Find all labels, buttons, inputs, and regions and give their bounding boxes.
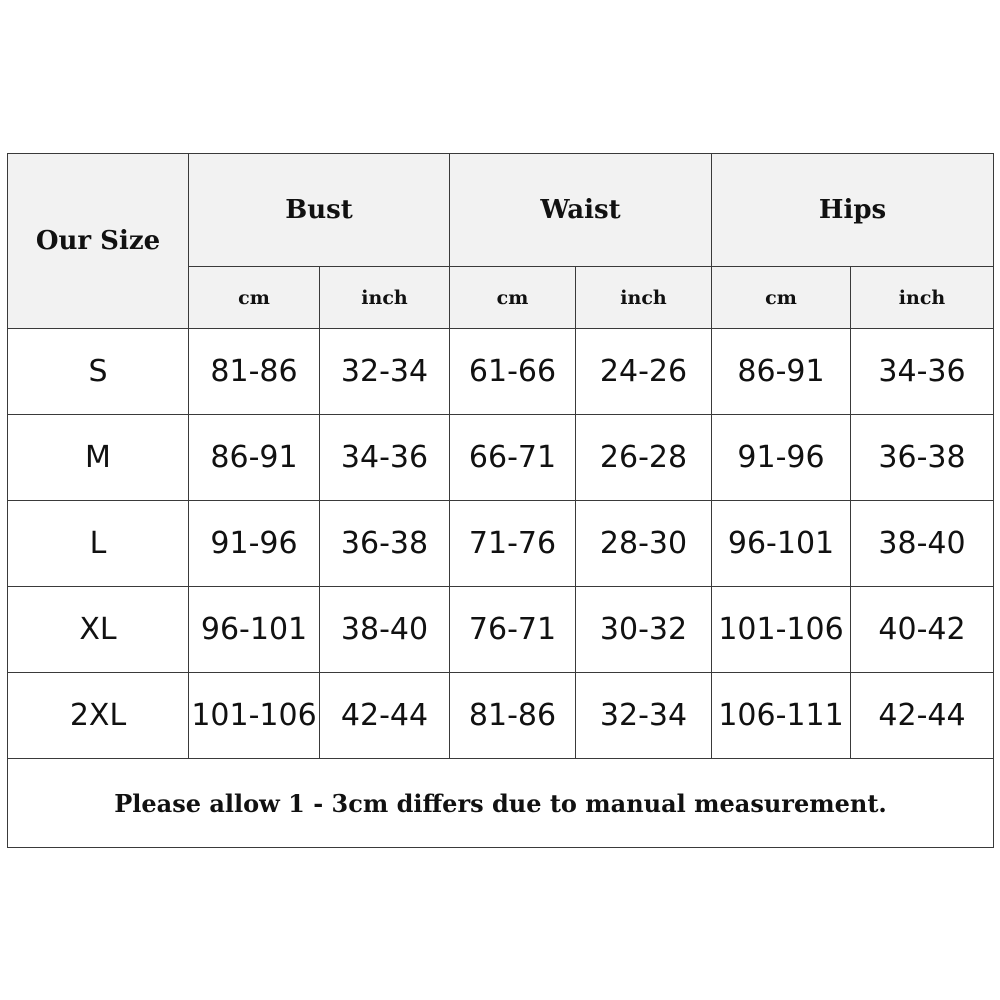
waist-cm-cell: 71-76: [450, 501, 576, 587]
waist-inch-cell: 30-32: [576, 587, 712, 673]
bust-cm-cell: 101-106: [189, 673, 320, 759]
header-waist-cm: cm: [450, 267, 576, 329]
waist-cm-cell: 81-86: [450, 673, 576, 759]
hips-inch-cell: 40-42: [851, 587, 994, 673]
waist-cm-cell: 66-71: [450, 415, 576, 501]
measurement-note: Please allow 1 - 3cm differs due to manual measurement.: [8, 759, 994, 848]
table-row: [8, 329, 994, 415]
size-cell: S: [8, 329, 189, 415]
hips-cm-cell: 96-101: [712, 501, 851, 587]
table-row: [8, 587, 994, 673]
table-row: [8, 673, 994, 759]
bust-inch-cell: 34-36: [320, 415, 450, 501]
bust-cm-cell: 96-101: [189, 587, 320, 673]
bust-inch-cell: 32-34: [320, 329, 450, 415]
header-hips: Hips: [712, 154, 994, 267]
hips-inch-cell: 38-40: [851, 501, 994, 587]
size-cell: M: [8, 415, 189, 501]
bust-inch-cell: 42-44: [320, 673, 450, 759]
header-waist-inch: inch: [576, 267, 712, 329]
hips-cm-cell: 91-96: [712, 415, 851, 501]
header-our-size: Our Size: [8, 154, 189, 329]
hips-cm-cell: 86-91: [712, 329, 851, 415]
hips-cm-cell: 106-111: [712, 673, 851, 759]
bust-cm-cell: 81-86: [189, 329, 320, 415]
header-row-groups: [8, 154, 994, 267]
header-hips-cm: cm: [712, 267, 851, 329]
waist-cm-cell: 76-71: [450, 587, 576, 673]
table-row: [8, 415, 994, 501]
size-cell: 2XL: [8, 673, 189, 759]
waist-inch-cell: 28-30: [576, 501, 712, 587]
waist-inch-cell: 24-26: [576, 329, 712, 415]
bust-inch-cell: 38-40: [320, 587, 450, 673]
waist-inch-cell: 32-34: [576, 673, 712, 759]
bust-cm-cell: 86-91: [189, 415, 320, 501]
hips-cm-cell: 101-106: [712, 587, 851, 673]
header-bust: Bust: [189, 154, 450, 267]
hips-inch-cell: 36-38: [851, 415, 994, 501]
waist-inch-cell: 26-28: [576, 415, 712, 501]
bust-cm-cell: 91-96: [189, 501, 320, 587]
waist-cm-cell: 61-66: [450, 329, 576, 415]
size-chart-table: [7, 153, 994, 848]
size-cell: XL: [8, 587, 189, 673]
header-bust-cm: cm: [189, 267, 320, 329]
header-hips-inch: inch: [851, 267, 994, 329]
size-cell: L: [8, 501, 189, 587]
hips-inch-cell: 42-44: [851, 673, 994, 759]
hips-inch-cell: 34-36: [851, 329, 994, 415]
header-waist: Waist: [450, 154, 712, 267]
table-row: [8, 501, 994, 587]
bust-inch-cell: 36-38: [320, 501, 450, 587]
header-bust-inch: inch: [320, 267, 450, 329]
note-row: [8, 759, 994, 848]
